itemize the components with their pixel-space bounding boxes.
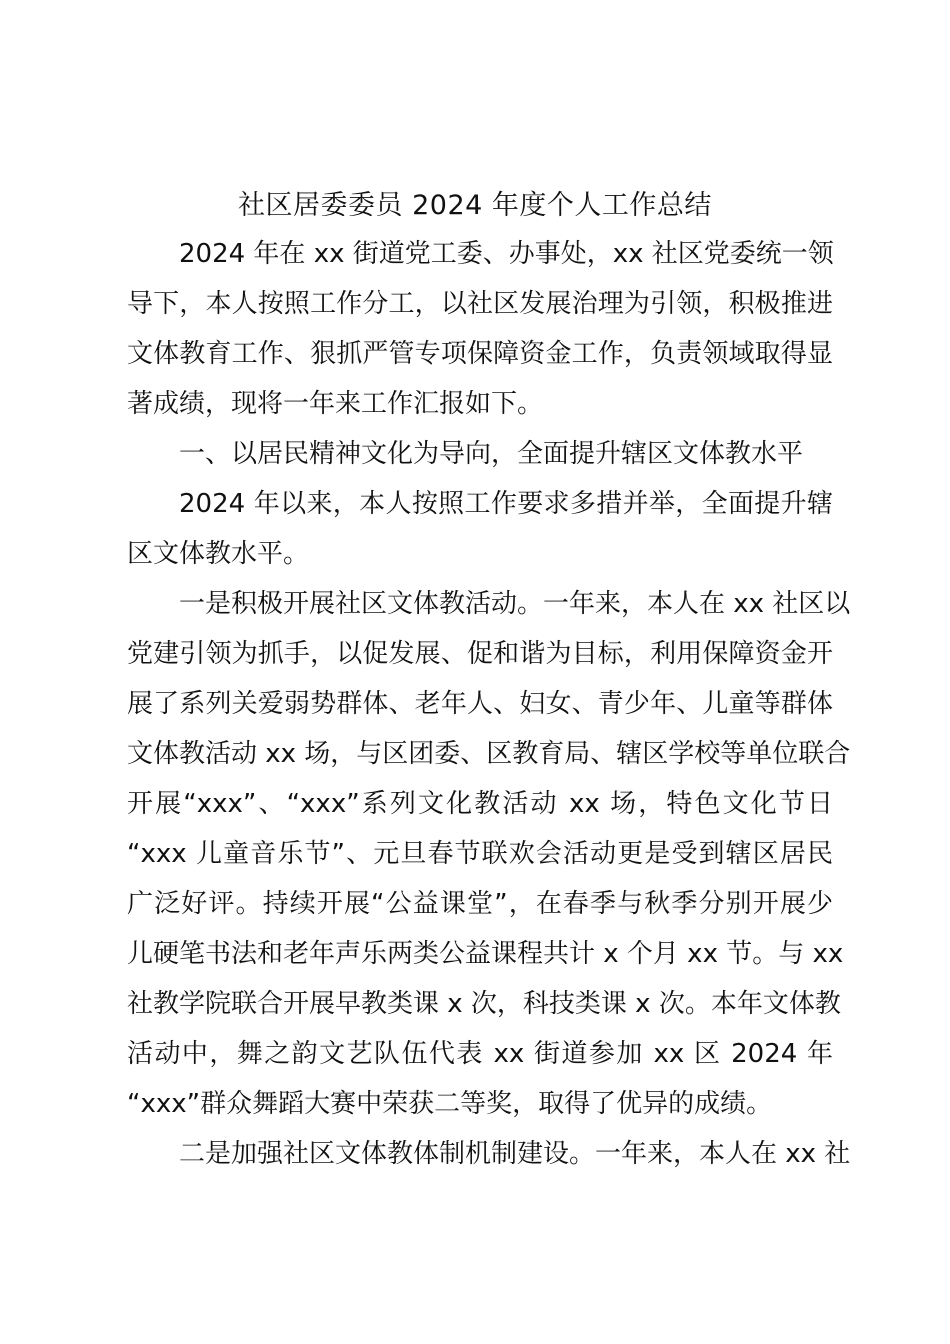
paragraph-line: 导下，本人按照工作分工，以社区发展治理为引领，积极推进 (127, 289, 833, 319)
paragraph-line: 社教学院联合开展早教类课 x 次，科技类课 x 次。本年文体教 (127, 989, 841, 1019)
paragraph-line: 儿硬笔书法和老年声乐两类公益课程共计 x 个月 xx 节。与 xx (127, 939, 844, 969)
paragraph-line: 二是加强社区文体教体制机制建设。一年来，本人在 xx 社 (179, 1139, 851, 1169)
section-heading: 一、以居民精神文化为导向，全面提升辖区文体教水平 (179, 439, 804, 469)
paragraph-line: 文体教活动 xx 场，与区团委、区教育局、辖区学校等单位联合 (127, 739, 851, 769)
document-title: 社区居委委员 2024 年度个人工作总结 (238, 190, 712, 221)
paragraph-line: 一是积极开展社区文体教活动。一年来，本人在 xx 社区以 (179, 589, 851, 619)
paragraph-line: 区文体教水平。 (127, 539, 310, 569)
paragraph-line: “xxx 儿童音乐节”、元旦春节联欢会活动更是受到辖区居民 (127, 839, 833, 869)
paragraph-line: 文体教育工作、狠抓严管专项保障资金工作，负责领域取得显 (127, 339, 833, 369)
paragraph-line: 2024 年在 xx 街道党工委、办事处，xx 社区党委统一领 (179, 239, 834, 269)
paragraph-line: 著成绩，现将一年来工作汇报如下。 (127, 389, 544, 419)
paragraph-line: 2024 年以来，本人按照工作要求多措并举，全面提升辖 (179, 489, 833, 519)
paragraph-line: 广泛好评。持续开展“公益课堂”，在春季与秋季分别开展少 (127, 889, 833, 919)
paragraph-line: “xxx”群众舞蹈大赛中荣获二等奖，取得了优异的成绩。 (127, 1089, 773, 1119)
paragraph-line: 开展“xxx”、“xxx”系列文化教活动 xx 场，特色文化节日 (127, 789, 833, 819)
paragraph-line: 党建引领为抓手，以促发展、促和谐为目标，利用保障资金开 (127, 639, 833, 669)
paragraph-line: 展了系列关爱弱势群体、老年人、妇女、青少年、儿童等群体 (127, 689, 833, 719)
paragraph-line: 活动中，舞之韵文艺队伍代表 xx 街道参加 xx 区 2024 年 (127, 1039, 833, 1069)
